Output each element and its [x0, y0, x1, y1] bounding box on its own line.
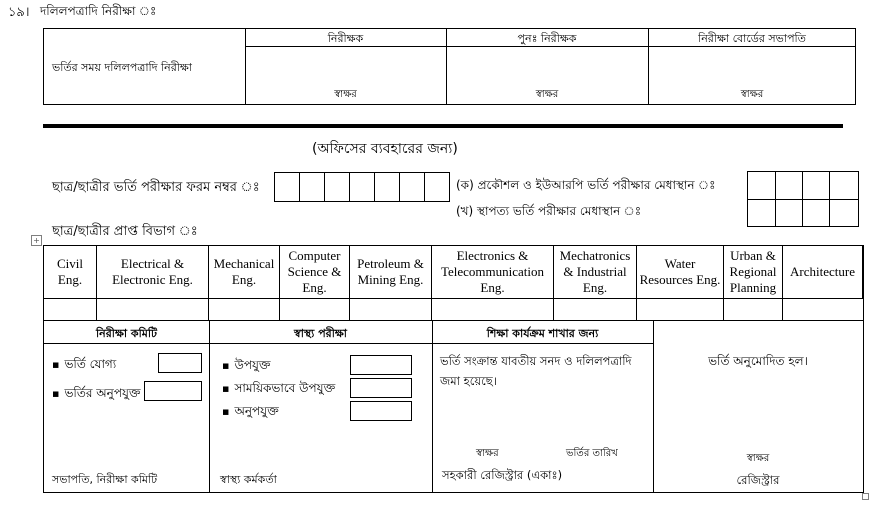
merit-position-grid[interactable]	[747, 171, 859, 227]
digit-box[interactable]	[324, 172, 350, 202]
dept-mark-cell[interactable]	[783, 298, 863, 320]
department-label: ছাত্র/ছাত্রীর প্রাপ্ত বিভাগ ঃ	[52, 224, 198, 239]
registrar-signature: স্বাক্ষর	[746, 453, 770, 464]
dept-mark-cell[interactable]	[97, 298, 209, 320]
header-board-chairman: নিরীক্ষা বোর্ডের সভাপতি	[698, 32, 806, 45]
dept-cse: Computer Science & Eng.	[280, 246, 350, 298]
document-verification-table	[43, 28, 856, 105]
signature-label: স্বাক্ষর	[334, 89, 357, 100]
committee-eligible-box[interactable]	[158, 353, 202, 373]
health-footer: স্বাস্থ্য কর্মকর্তা	[220, 473, 277, 486]
dept-urp: Urban & Regional Planning	[724, 246, 783, 298]
dept-mark-cell[interactable]	[724, 298, 783, 320]
digit-box[interactable]	[424, 172, 450, 202]
dept-mechanical: Mechanical Eng.	[209, 246, 280, 298]
digit-box[interactable]	[274, 172, 300, 202]
signature-label: স্বাক্ষর	[535, 89, 559, 100]
merit-architecture-label: (খ) স্থাপত্য ভর্তি পরীক্ষার মেধাস্থান ঃ	[456, 204, 642, 218]
committee-eligible-label: ▪ ভর্তি যোগ্য	[52, 356, 116, 376]
department-table	[43, 245, 864, 321]
registrar-text: ভর্তি অনুমোদিত হল।	[708, 354, 808, 368]
health-temp-fit-label: ▪ সাময়িকভাবে উপযুক্ত	[222, 380, 335, 400]
office-use-heading: (অফিসের ব্যবহারের জন্য)	[312, 141, 458, 157]
merit-engineering-label: (ক) প্রকৌশল ও ইউআরপি ভর্তি পরীক্ষার মেধাস্থান ঃ	[456, 178, 716, 192]
committee-ineligible-box[interactable]	[144, 381, 202, 401]
digit-box[interactable]	[349, 172, 375, 202]
digit-box[interactable]	[399, 172, 425, 202]
table-resize-handle-icon[interactable]	[862, 493, 869, 500]
approval-table	[43, 320, 864, 493]
header-verifier: নিরীক্ষক	[327, 32, 364, 45]
academic-signature: স্বাক্ষর	[476, 448, 499, 459]
digit-box[interactable]	[299, 172, 325, 202]
committee-ineligible-label: ▪ ভর্তির অনুপযুক্ত	[52, 385, 141, 405]
table-move-handle-icon[interactable]: +	[31, 235, 42, 246]
health-fit-box[interactable]	[350, 355, 412, 375]
academic-footer: সহকারী রেজিস্ট্রার (একাঃ)	[442, 468, 563, 482]
health-unfit-box[interactable]	[350, 401, 412, 421]
health-temp-fit-box[interactable]	[350, 378, 412, 398]
committee-header: নিরীক্ষা কমিটি	[96, 327, 157, 340]
dept-mark-cell[interactable]	[432, 298, 554, 320]
form-number-boxes	[274, 172, 450, 202]
dept-mark-cell[interactable]	[280, 298, 350, 320]
committee-footer: সভাপতি, নিরীক্ষা কমিটি	[52, 473, 158, 486]
academic-text: ভর্তি সংক্রান্ত যাবতীয় সনদ ও দলিলপত্রাদি জমা হয়েছে।	[440, 354, 632, 388]
section-title: দলিলপত্রাদি নিরীক্ষা ঃ	[40, 4, 157, 18]
dept-civil: Civil Eng.	[44, 246, 97, 298]
dept-petroleum: Petroleum & Mining Eng.	[350, 246, 432, 298]
dept-mark-cell[interactable]	[554, 298, 637, 320]
header-re-verifier: পুনঃ নিরীক্ষক	[517, 32, 577, 45]
signature-label: স্বাক্ষর	[740, 89, 764, 100]
dept-mechatronics: Mechatronics & Industrial Eng.	[554, 246, 637, 298]
health-header: স্বাস্থ্য পরীক্ষা	[294, 327, 347, 340]
dept-eee: Electrical & Electronic Eng.	[97, 246, 209, 298]
registrar-footer: রেজিস্ট্রার	[736, 473, 780, 487]
health-unfit-label: ▪ অনুপযুক্ত	[222, 403, 279, 423]
admission-date-label: ভর্তির তারিখ	[566, 448, 618, 459]
dept-ete: Electronics & Telecommunication Eng.	[432, 246, 554, 298]
dept-mark-cell[interactable]	[209, 298, 280, 320]
section-number: ১৯।	[8, 5, 30, 20]
health-fit-label: ▪ উপযুক্ত	[222, 357, 271, 377]
section-divider	[43, 124, 843, 128]
dept-water-resources: Water Resources Eng.	[637, 246, 724, 298]
dept-architecture: Architecture	[783, 246, 863, 298]
form-number-label: ছাত্র/ছাত্রীর ভর্তি পরীক্ষার ফরম নম্বর ঃ	[52, 180, 260, 195]
verification-row-label: ভর্তির সময় দলিলপত্রাদি নিরীক্ষা	[52, 61, 192, 74]
dept-mark-cell[interactable]	[637, 298, 724, 320]
dept-mark-cell[interactable]	[350, 298, 432, 320]
digit-box[interactable]	[374, 172, 400, 202]
dept-mark-cell[interactable]	[44, 298, 97, 320]
academic-header: শিক্ষা কার্যক্রম শাখার জন্য	[486, 327, 599, 340]
